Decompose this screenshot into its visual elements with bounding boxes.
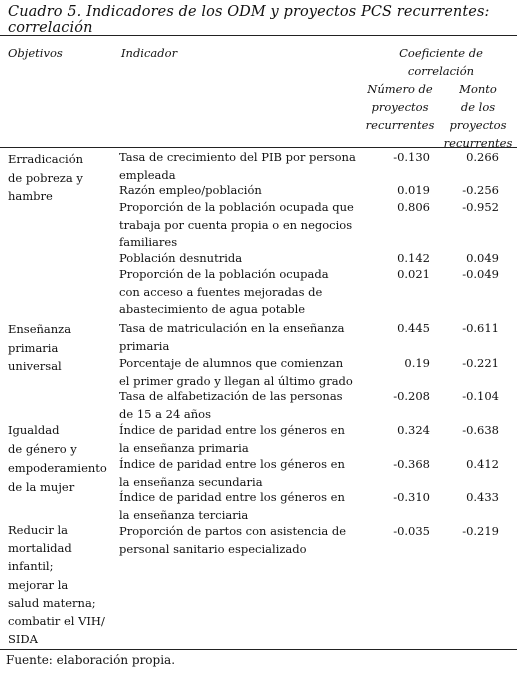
bottom-rule: [0, 649, 517, 650]
value-num-proyectos: 0.806: [397, 200, 430, 214]
indicator-text: primaria: [119, 338, 170, 353]
value-num-proyectos: -0.035: [393, 524, 430, 538]
header-col1-line3: recurrentes: [365, 118, 435, 132]
indicator-text: empleada: [119, 167, 176, 182]
value-num-proyectos: -0.368: [393, 457, 430, 471]
objective-4-line: SIDA: [8, 632, 38, 647]
indicator-row-4: [119, 250, 242, 268]
indicator-text: Tasa de crecimiento del PIB por persona: [119, 150, 356, 164]
value-monto: -0.638: [462, 423, 499, 437]
value-monto: -0.256: [462, 183, 499, 197]
indicator-text: el primer grado y llegan al último grado: [119, 373, 353, 388]
objective-4-line: mejorar la: [8, 577, 69, 592]
indicator-row-6: [119, 320, 344, 355]
objective-1-line: de pobreza y: [8, 170, 83, 185]
top-rule: [0, 35, 517, 36]
table-title: Cuadro 5. Indicadores de los ODM y proyectos PCS recurrentes: correlación: [8, 4, 490, 36]
objective-3: [8, 421, 107, 497]
source-note: Fuente: elaboración propia.: [6, 653, 176, 667]
header-col2-line2: de los: [460, 100, 496, 114]
value-num-proyectos: 0.019: [397, 183, 430, 197]
objective-2-line: universal: [8, 359, 62, 373]
indicator-text: Índice de paridad entre los géneros en: [119, 490, 345, 504]
objective-3-line: Igualdad: [8, 423, 60, 437]
indicator-text: familiares: [119, 235, 178, 249]
header-col1-line2: proyectos: [371, 100, 429, 114]
value-monto: -0.221: [462, 356, 499, 370]
indicator-text: de 15 a 24 años: [119, 406, 211, 421]
indicator-row-3: [119, 199, 354, 252]
indicator-row-9: [119, 422, 345, 457]
indicator-text: abastecimiento de agua potable: [119, 302, 306, 316]
value-monto: -0.049: [462, 267, 499, 281]
value-num-proyectos: -0.208: [393, 389, 430, 403]
indicator-row-5: [119, 266, 329, 319]
objective-4: [8, 521, 105, 648]
value-monto: -0.104: [462, 389, 499, 403]
value-monto: 0.049: [466, 251, 499, 265]
indicator-text: con acceso a fuentes mejoradas de: [119, 284, 323, 299]
value-monto: 0.433: [466, 490, 499, 504]
indicator-text: Razón empleo/población: [119, 183, 262, 197]
value-num-proyectos: 0.021: [397, 267, 430, 281]
indicator-row-8: [119, 388, 343, 423]
objective-1-line: Erradicación: [8, 152, 84, 166]
indicator-text: Tasa de alfabetización de las personas: [119, 389, 343, 403]
indicator-text: Porcentaje de alumnos que comienzan: [119, 356, 344, 370]
indicator-text: Proporción de la población ocupada que: [119, 200, 354, 214]
value-monto: 0.266: [466, 150, 499, 164]
objective-4-line: salud materna;: [8, 595, 96, 610]
objective-4-line: Reducir la: [8, 523, 69, 537]
indicator-row-11: [119, 489, 345, 524]
header-objetivos: Objetivos: [8, 46, 63, 60]
header-col2-line1: Monto: [459, 82, 497, 96]
value-num-proyectos: 0.324: [397, 423, 430, 437]
indicator-text: personal sanitario especializado: [119, 541, 307, 556]
indicator-text: Proporción de partos con asistencia de: [119, 524, 347, 538]
objective-4-line: mortalidad: [8, 541, 72, 556]
value-monto: -0.219: [462, 524, 499, 538]
indicator-text: Índice de paridad entre los géneros en: [119, 457, 345, 471]
value-num-proyectos: -0.130: [393, 150, 430, 164]
indicator-text: Población desnutrida: [119, 251, 243, 265]
objective-3-line: de la mujer: [8, 480, 75, 494]
header-col2-line3: proyectos: [449, 118, 507, 132]
indicator-row-1: [119, 149, 356, 184]
value-num-proyectos: -0.310: [393, 490, 430, 504]
indicator-row-12: [119, 523, 346, 558]
header-num-proyectos: [360, 80, 440, 134]
header-monto: [440, 80, 516, 152]
indicator-text: Índice de paridad entre los géneros en: [119, 423, 345, 437]
objective-1: [8, 150, 83, 206]
objective-2-line: primaria: [8, 340, 59, 355]
value-monto: -0.611: [462, 321, 499, 335]
objective-2: [8, 320, 71, 376]
objective-3-line: de género y: [8, 442, 77, 456]
indicator-text: la enseñanza terciaria: [119, 507, 249, 522]
indicator-row-2: [119, 182, 262, 200]
objective-4-line: combatir el VIH/: [8, 614, 105, 629]
header-coeficiente: [366, 44, 516, 80]
header-coef-line1: Coeficiente de: [399, 46, 483, 60]
value-num-proyectos: 0.445: [397, 321, 430, 335]
indicator-text: trabaja por cuenta propia o en negocios: [119, 217, 353, 232]
value-num-proyectos: 0.19: [404, 356, 430, 370]
indicator-text: Tasa de matriculación en la enseñanza: [119, 321, 345, 335]
indicator-text: la enseñanza secundaria: [119, 474, 263, 489]
value-num-proyectos: 0.142: [397, 251, 430, 265]
value-monto: 0.412: [466, 457, 499, 471]
header-indicador: Indicador: [121, 46, 178, 60]
value-monto: -0.952: [462, 200, 499, 214]
header-coef-line2: correlación: [407, 64, 475, 78]
indicator-text: Proporción de la población ocupada: [119, 267, 329, 281]
objective-1-line: hambre: [8, 189, 53, 203]
indicator-row-10: [119, 456, 345, 491]
header-col1-line1: Número de: [367, 82, 433, 96]
objective-4-line: infantil;: [8, 559, 54, 574]
header-rule: [0, 147, 517, 148]
objective-3-line: empoderamiento: [8, 461, 107, 475]
indicator-row-7: [119, 355, 353, 390]
indicator-text: la enseñanza primaria: [119, 440, 249, 455]
objective-2-line: Enseñanza: [8, 322, 72, 336]
header-col2-line4: recurrentes: [443, 136, 513, 150]
